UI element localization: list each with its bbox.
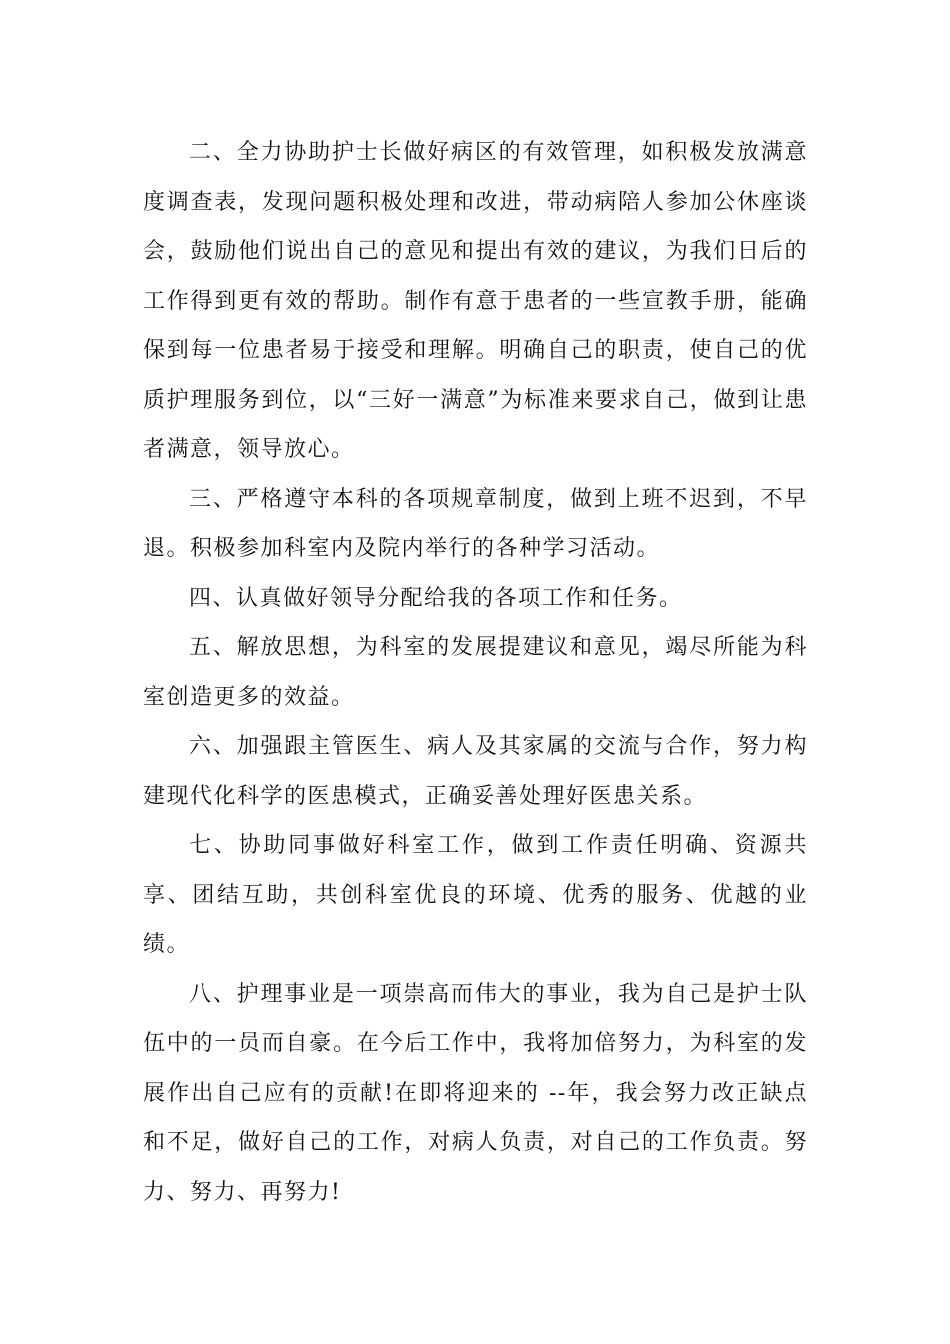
paragraph-2: 二、全力协助护士长做好病区的有效管理，如积极发放满意度调查表，发现问题积极处理和改进，带动病陪人参加公休座谈会，鼓励他们说出自己的意见和提出有效的建议，为我们日后的工作得到更有效的帮助。制作有意于患者的一些宣教手册，能确保到每一位患者易于接受和理解。明确自己的职责，使自己的优质护理服务到位，以“三好一满意”为标准来要求自己，做到让患者满意，领导放心。: [143, 140, 808, 462]
paragraph-8: 八、护理事业是一项崇高而伟大的事业，我为自己是护士队伍中的一员而自豪。在今后工作中，我将加倍努力，为科室的发展作出自己应有的贡献!在即将迎来的 --年，我会努力改正缺点和不足，做好自己的工作，对病人负责，对自己的工作负责。努力、努力、再努力!: [143, 981, 808, 1205]
paragraph-6: 六、加强跟主管医生、病人及其家属的交流与合作，努力构建现代化科学的医患模式，正确妥善处理好医患关系。: [143, 734, 808, 809]
paragraph-7: 七、协助同事做好科室工作，做到工作责任明确、资源共享、团结互助，共创科室优良的环境、优秀的服务、优越的业绩。: [143, 833, 808, 957]
paragraph-3: 三、严格遵守本科的各项规章制度，做到上班不迟到，不早退。积极参加科室内及院内举行的各种学习活动。: [143, 486, 808, 561]
paragraph-4: 四、认真做好领导分配给我的各项工作和任务。: [189, 585, 683, 611]
document-body: [143, 128, 808, 1217]
paragraph-5: 五、解放思想，为科室的发展提建议和意见，竭尽所能为科室创造更多的效益。: [143, 635, 808, 710]
